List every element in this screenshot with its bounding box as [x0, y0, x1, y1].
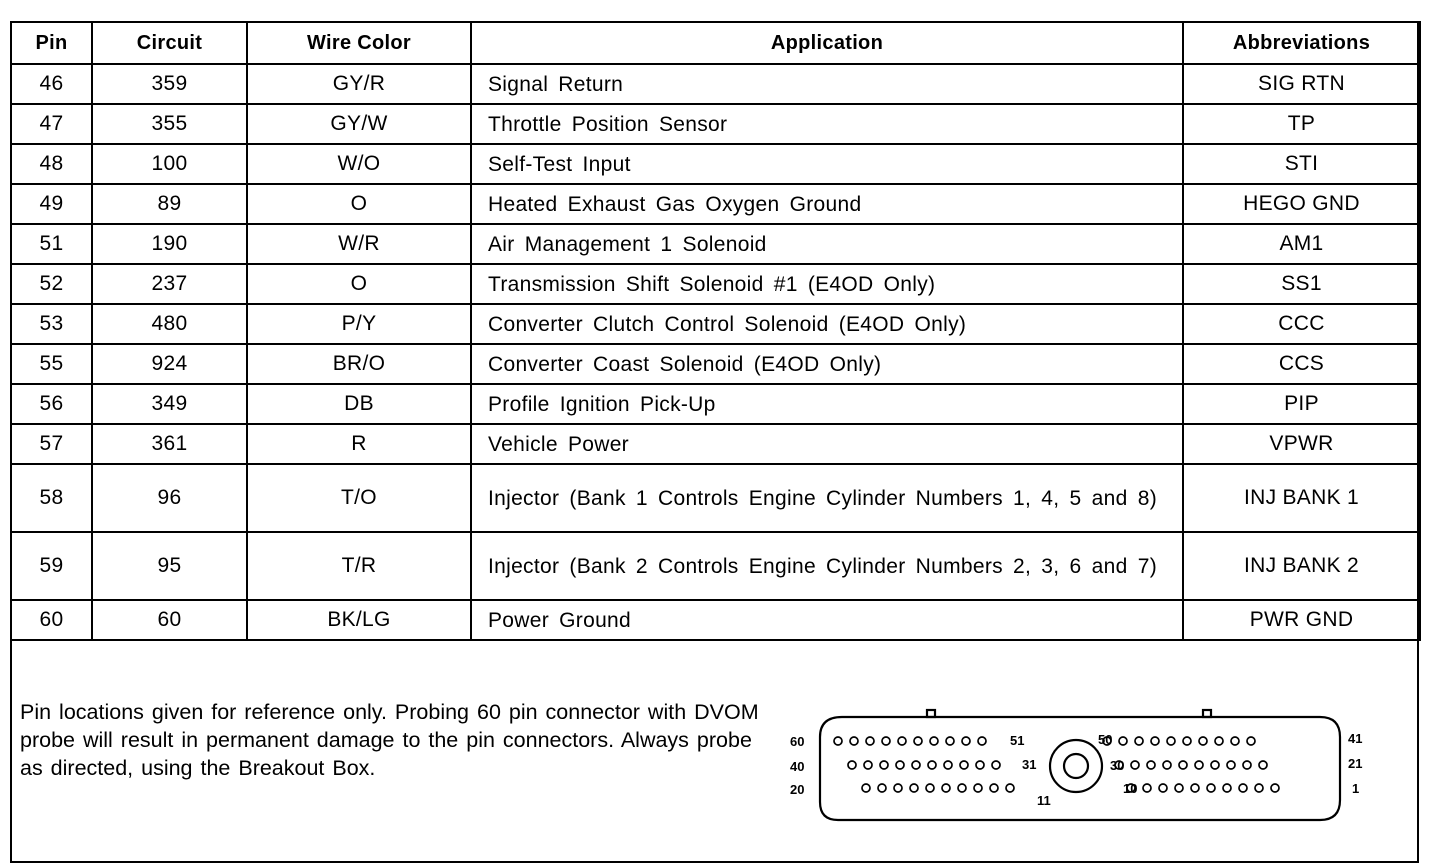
- table-header-row: [11, 22, 1420, 64]
- pin-number-label: 31: [1022, 757, 1037, 772]
- table-row: [11, 424, 1420, 464]
- wire-color-cell: W/R: [247, 224, 471, 264]
- connector-pin: [1167, 737, 1175, 745]
- abbreviation-cell: SIG RTN: [1183, 64, 1420, 104]
- connector-pin: [862, 784, 870, 792]
- connector-pin: [942, 784, 950, 792]
- connector-diagram: [780, 700, 1380, 830]
- connector-pin: [896, 761, 904, 769]
- wire-color-cell: O: [247, 264, 471, 304]
- row-label-left: 40: [790, 759, 805, 774]
- header-pin: Pin: [11, 22, 92, 64]
- wire-color-cell: DB: [247, 384, 471, 424]
- connector-pin: [1243, 761, 1251, 769]
- pin-cell: 59: [11, 532, 92, 600]
- circuit-cell: 60: [92, 600, 247, 640]
- table-row: [11, 344, 1420, 384]
- connector-pin: [880, 761, 888, 769]
- pin-table: [10, 21, 1421, 641]
- connector-pin: [1259, 761, 1267, 769]
- connector-pin: [1119, 737, 1127, 745]
- connector-pin: [1159, 784, 1167, 792]
- connector-pin: [974, 784, 982, 792]
- table-row: [11, 532, 1420, 600]
- circuit-cell: 89: [92, 184, 247, 224]
- connector-pin: [1215, 737, 1223, 745]
- abbreviation-cell: SS1: [1183, 264, 1420, 304]
- center-bolt-outer: [1050, 740, 1102, 792]
- connector-pin: [1207, 784, 1215, 792]
- pin-number-label: 11: [1037, 793, 1051, 808]
- connector-pin: [1199, 737, 1207, 745]
- wire-color-cell: BR/O: [247, 344, 471, 384]
- application-cell: Injector (Bank 2 Controls Engine Cylinder Numbers 2, 3, 6 and 7): [471, 532, 1183, 600]
- row-label-left: 60: [790, 734, 805, 749]
- pin-cell: 46: [11, 64, 92, 104]
- abbreviation-cell: CCC: [1183, 304, 1420, 344]
- connector-pin: [1231, 737, 1239, 745]
- connector-pin: [930, 737, 938, 745]
- connector-pin: [912, 761, 920, 769]
- abbreviation-cell: PIP: [1183, 384, 1420, 424]
- connector-pin: [1239, 784, 1247, 792]
- abbreviation-cell: CCS: [1183, 344, 1420, 384]
- table-row: [11, 264, 1420, 304]
- connector-pin: [946, 737, 954, 745]
- connector-pin: [1195, 761, 1203, 769]
- wire-color-cell: T/R: [247, 532, 471, 600]
- center-bolt-inner: [1064, 754, 1088, 778]
- application-cell: Converter Clutch Control Solenoid (E4OD Only): [471, 304, 1183, 344]
- circuit-cell: 359: [92, 64, 247, 104]
- connector-pin: [960, 761, 968, 769]
- abbreviation-cell: INJ BANK 2: [1183, 532, 1420, 600]
- connector-pin: [1191, 784, 1199, 792]
- pin-cell: 60: [11, 600, 92, 640]
- connector-pin: [894, 784, 902, 792]
- pin-number-label: 50: [1098, 732, 1113, 747]
- application-cell: Signal Return: [471, 64, 1183, 104]
- wire-color-cell: T/O: [247, 464, 471, 532]
- application-cell: Self-Test Input: [471, 144, 1183, 184]
- pin-cell: 47: [11, 104, 92, 144]
- table-row: [11, 104, 1420, 144]
- connector-pin: [944, 761, 952, 769]
- pin-cell: 48: [11, 144, 92, 184]
- connector-pin: [958, 784, 966, 792]
- connector-pin: [1151, 737, 1159, 745]
- pin-cell: 53: [11, 304, 92, 344]
- connector-pin: [910, 784, 918, 792]
- reference-note: Pin locations given for reference only. Probing 60 pin connector with DVOM probe will result in permanent damage to the pin connectors. Always probe as directed, using the Breakout Box.: [20, 700, 759, 780]
- row-label-right: 21: [1348, 756, 1363, 771]
- connector-pin: [1175, 784, 1183, 792]
- pin-number-label: 10: [1123, 781, 1138, 796]
- connector-pin: [866, 737, 874, 745]
- abbreviation-cell: TP: [1183, 104, 1420, 144]
- abbreviation-cell: STI: [1183, 144, 1420, 184]
- row-label-left: 20: [790, 782, 805, 797]
- abbreviation-cell: VPWR: [1183, 424, 1420, 464]
- table-row: [11, 304, 1420, 344]
- pin-cell: 52: [11, 264, 92, 304]
- circuit-cell: 355: [92, 104, 247, 144]
- connector-pin: [1255, 784, 1263, 792]
- wire-color-cell: R: [247, 424, 471, 464]
- connector-pin: [1227, 761, 1235, 769]
- connector-pin: [898, 737, 906, 745]
- pin-cell: 57: [11, 424, 92, 464]
- circuit-cell: 924: [92, 344, 247, 384]
- row-label-right: 1: [1352, 781, 1360, 796]
- header-wire-color: Wire Color: [247, 22, 471, 64]
- circuit-cell: 349: [92, 384, 247, 424]
- application-cell: Vehicle Power: [471, 424, 1183, 464]
- table-row: [11, 64, 1420, 104]
- connector-pin: [848, 761, 856, 769]
- application-cell: Power Ground: [471, 600, 1183, 640]
- abbreviation-cell: INJ BANK 1: [1183, 464, 1420, 532]
- connector-pin: [878, 784, 886, 792]
- application-cell: Converter Coast Solenoid (E4OD Only): [471, 344, 1183, 384]
- pin-number-label: 51: [1010, 733, 1025, 748]
- application-cell: Injector (Bank 1 Controls Engine Cylinder Numbers 1, 4, 5 and 8): [471, 464, 1183, 532]
- connector-key: [1203, 710, 1211, 717]
- connector-pin: [882, 737, 890, 745]
- table-row: [11, 144, 1420, 184]
- pin-cell: 55: [11, 344, 92, 384]
- connector-pin: [1271, 784, 1279, 792]
- circuit-cell: 237: [92, 264, 247, 304]
- connector-pin: [976, 761, 984, 769]
- connector-pin: [1131, 761, 1139, 769]
- connector-pin: [926, 784, 934, 792]
- wire-color-cell: GY/W: [247, 104, 471, 144]
- connector-pin: [834, 737, 842, 745]
- connector-pin: [962, 737, 970, 745]
- application-cell: Profile Ignition Pick-Up: [471, 384, 1183, 424]
- table-row: [11, 384, 1420, 424]
- pin-cell: 49: [11, 184, 92, 224]
- header-circuit: Circuit: [92, 22, 247, 64]
- connector-pin: [1163, 761, 1171, 769]
- connector-pin: [1183, 737, 1191, 745]
- wire-color-cell: O: [247, 184, 471, 224]
- wire-color-cell: BK/LG: [247, 600, 471, 640]
- header-abbreviations: Abbreviations: [1183, 22, 1420, 64]
- table-row: [11, 600, 1420, 640]
- circuit-cell: 361: [92, 424, 247, 464]
- wire-color-cell: W/O: [247, 144, 471, 184]
- application-cell: Heated Exhaust Gas Oxygen Ground: [471, 184, 1183, 224]
- circuit-cell: 190: [92, 224, 247, 264]
- abbreviation-cell: AM1: [1183, 224, 1420, 264]
- connector-pin: [928, 761, 936, 769]
- connector-key: [927, 710, 935, 717]
- connector-pin: [850, 737, 858, 745]
- connector-pin: [1143, 784, 1151, 792]
- connector-pin: [914, 737, 922, 745]
- application-cell: Transmission Shift Solenoid #1 (E4OD Only): [471, 264, 1183, 304]
- table-row: [11, 464, 1420, 532]
- connector-pin: [1135, 737, 1143, 745]
- connector-pin: [1223, 784, 1231, 792]
- pin-number-label: 30: [1110, 758, 1125, 773]
- pin-cell: 56: [11, 384, 92, 424]
- circuit-cell: 480: [92, 304, 247, 344]
- application-cell: Air Management 1 Solenoid: [471, 224, 1183, 264]
- connector-pin: [978, 737, 986, 745]
- wire-color-cell: GY/R: [247, 64, 471, 104]
- table-row: [11, 184, 1420, 224]
- connector-pin: [1006, 784, 1014, 792]
- pin-cell: 58: [11, 464, 92, 532]
- connector-pin: [864, 761, 872, 769]
- abbreviation-cell: HEGO GND: [1183, 184, 1420, 224]
- application-cell: Throttle Position Sensor: [471, 104, 1183, 144]
- connector-pin: [1211, 761, 1219, 769]
- header-application: Application: [471, 22, 1183, 64]
- abbreviation-cell: PWR GND: [1183, 600, 1420, 640]
- wire-color-cell: P/Y: [247, 304, 471, 344]
- pin-cell: 51: [11, 224, 92, 264]
- circuit-cell: 96: [92, 464, 247, 532]
- connector-pin: [990, 784, 998, 792]
- connector-pin: [1247, 737, 1255, 745]
- table-row: [11, 224, 1420, 264]
- connector-pin: [1147, 761, 1155, 769]
- row-label-right: 41: [1348, 731, 1363, 746]
- circuit-cell: 100: [92, 144, 247, 184]
- connector-pin: [1179, 761, 1187, 769]
- connector-pin: [992, 761, 1000, 769]
- circuit-cell: 95: [92, 532, 247, 600]
